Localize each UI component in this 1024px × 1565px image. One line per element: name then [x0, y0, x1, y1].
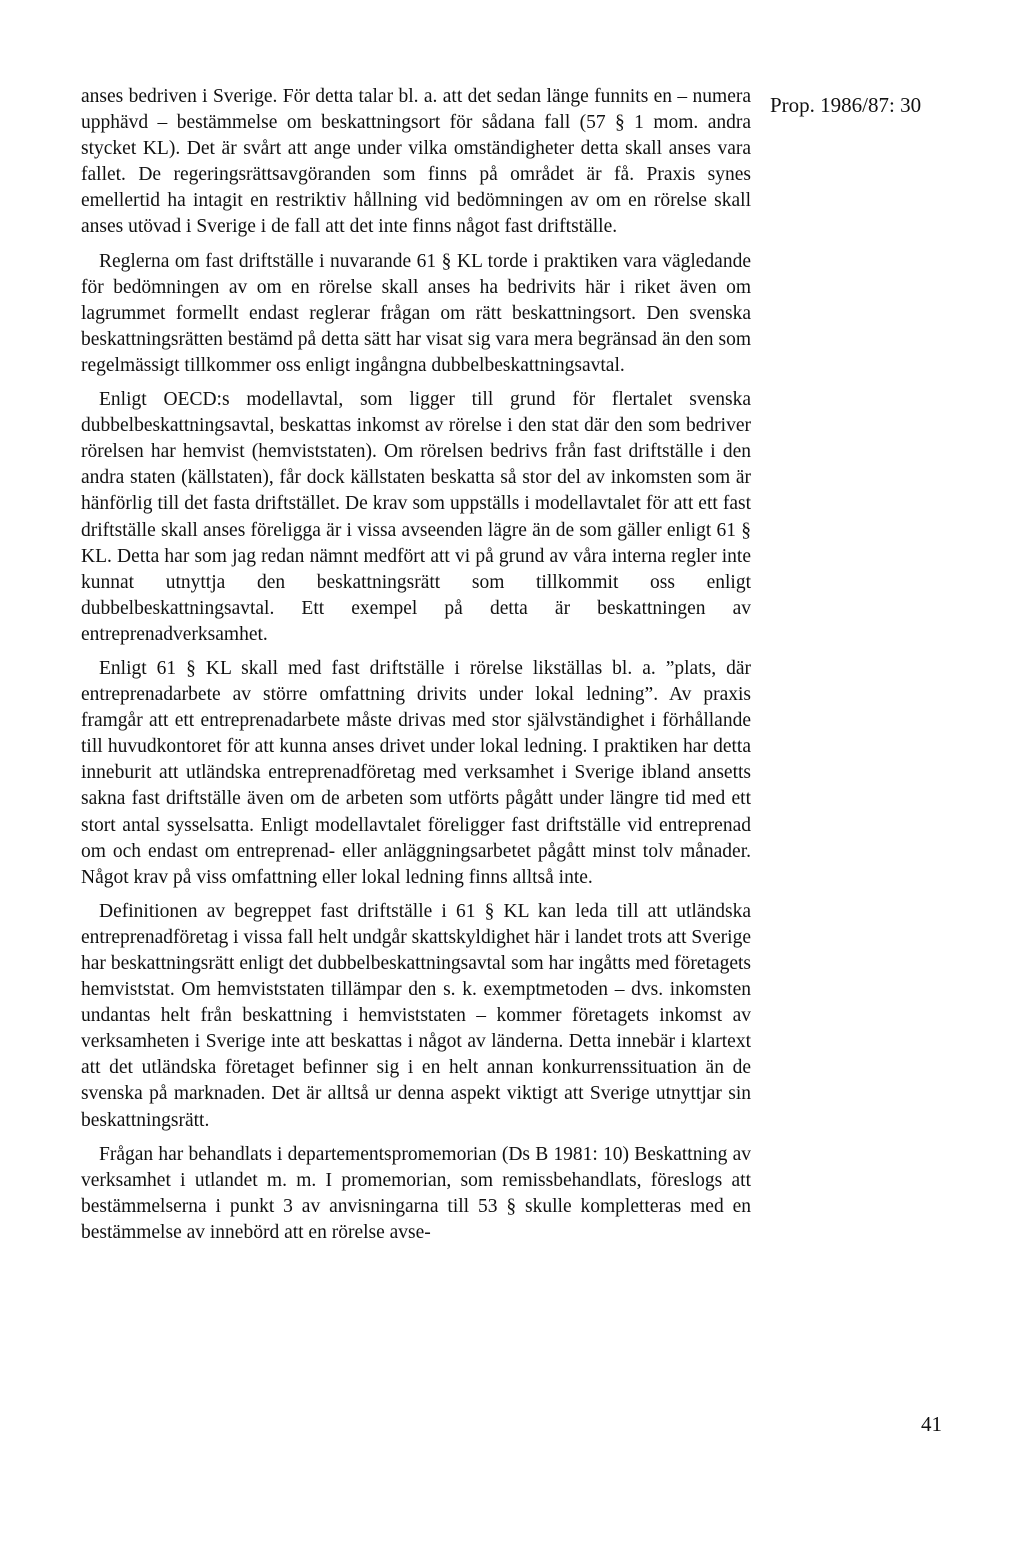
proposition-reference: Prop. 1986/87: 30: [770, 93, 922, 117]
paragraph-4: Enligt 61 § KL skall med fast driftställe i rörelse likställas bl. a. ”plats, där entreprenadarbete av större omfattning drivits under lokal ledning”. Av praxis framgår att ett entreprenadarbete måste drivas med stor självständighet i förhållande till huvudkontoret för att kunna anses drivet under lokal ledning. I praktiken har detta inneburit att utländska entreprenadföretag med verksamhet i Sverige ibland ansetts sakna fast driftställe även om de arbeten som utförts pågått under längre tid med ett stort antal sysselsatta. Enligt modellavtalet föreligger fast driftställe vid entreprenad om och endast om entreprenad- eller anläggningsarbetet pågått minst tolv månader. Något krav på viss omfattning eller lokal ledning finns alltså inte.: [81, 657, 751, 888]
paragraph-3: Enligt OECD:s modellavtal, som ligger till grund för flertalet svenska dubbelbeskattningsavtal, beskattas inkomst av rörelse i den stat där den som bedriver rörelsen har hemvist (hemviststaten). Om rörelsen bedrivs från fast driftställe i den andra staten (källstaten), får dock källstaten beskatta så stor del av inkomsten som är hänförlig till det fasta driftstället. De krav som uppställs i modellavtalet för att ett fast driftställe skall anses föreligga är i vissa avseenden lägre än de som gäller enligt 61 § KL. Detta har som jag redan nämnt medfört att vi på grund av våra interna regler inte kunnat utnyttja den beskattningsrätt som tillkommit oss enligt dubbelbeskattningsavtal. Ett exempel på detta är beskattningen av entreprenadverksamhet.: [81, 389, 751, 645]
paragraph-1: anses bedriven i Sverige. För detta talar bl. a. att det sedan länge funnits en – numera upphävd – bestämmelse om beskattningsort för sådana fall (57 § 1 mom. andra stycket KL). Det är svårt att ange under vilka omständigheter detta skall anses vara fallet. De regeringsrättsavgöranden som finns på området är få. Praxis synes emellertid ha intagit en restriktiv hållning vid bedömningen av om en rörelse skall anses utövad i Sverige i de fall att det inte finns något fast driftställe.: [81, 86, 751, 238]
page-number: 41: [921, 1412, 942, 1436]
paragraph-6: Frågan har behandlats i departementspromemorian (Ds B 1981: 10) Beskattning av verksamhet i utlandet m. m. I promemorian, som remissbehandlats, föreslogs att bestämmelserna i punkt 3 av anvisningarna till 53 § skulle kompletteras med en bestämmelse av innebörd att en rörelse avse-: [81, 1143, 751, 1243]
body-text: [81, 84, 751, 1254]
paragraph-2: Reglerna om fast driftställe i nuvarande 61 § KL torde i praktiken vara vägledande för bedömningen av om en rörelse skall anses ha bedrivits här i riket även om lagrummet formellt endast reglerar frågan om rätt beskattningsort. Den svenska beskattningsrätten bestämd på detta sätt har visat sig vara mera begränsad än den som regelmässigt tillkommer oss enligt ingångna dubbelbeskattningsavtal.: [81, 250, 751, 376]
paragraph-5: Definitionen av begreppet fast driftställe i 61 § KL kan leda till att utländska entreprenadföretag i vissa fall helt undgår skattskyldighet här i landet trots att Sverige har beskattningsrätt enligt det dubbelbeskattningsavtal som har ingåtts med företagets hemviststat. Om hemviststaten tillämpar den s. k. exemptmetoden – dvs. inkomsten undantas helt från beskattning i hemviststaten – kommer företagets inkomst av verksamheten i Sverige inte att beskattas i något av länderna. Detta innebär i klartext att det utländska företaget befinner sig i en helt annan konkurrenssituation än de svenska på marknaden. Det är alltså ur denna aspekt viktigt att Sverige utnyttjar sin beskattningsrätt.: [81, 900, 751, 1131]
